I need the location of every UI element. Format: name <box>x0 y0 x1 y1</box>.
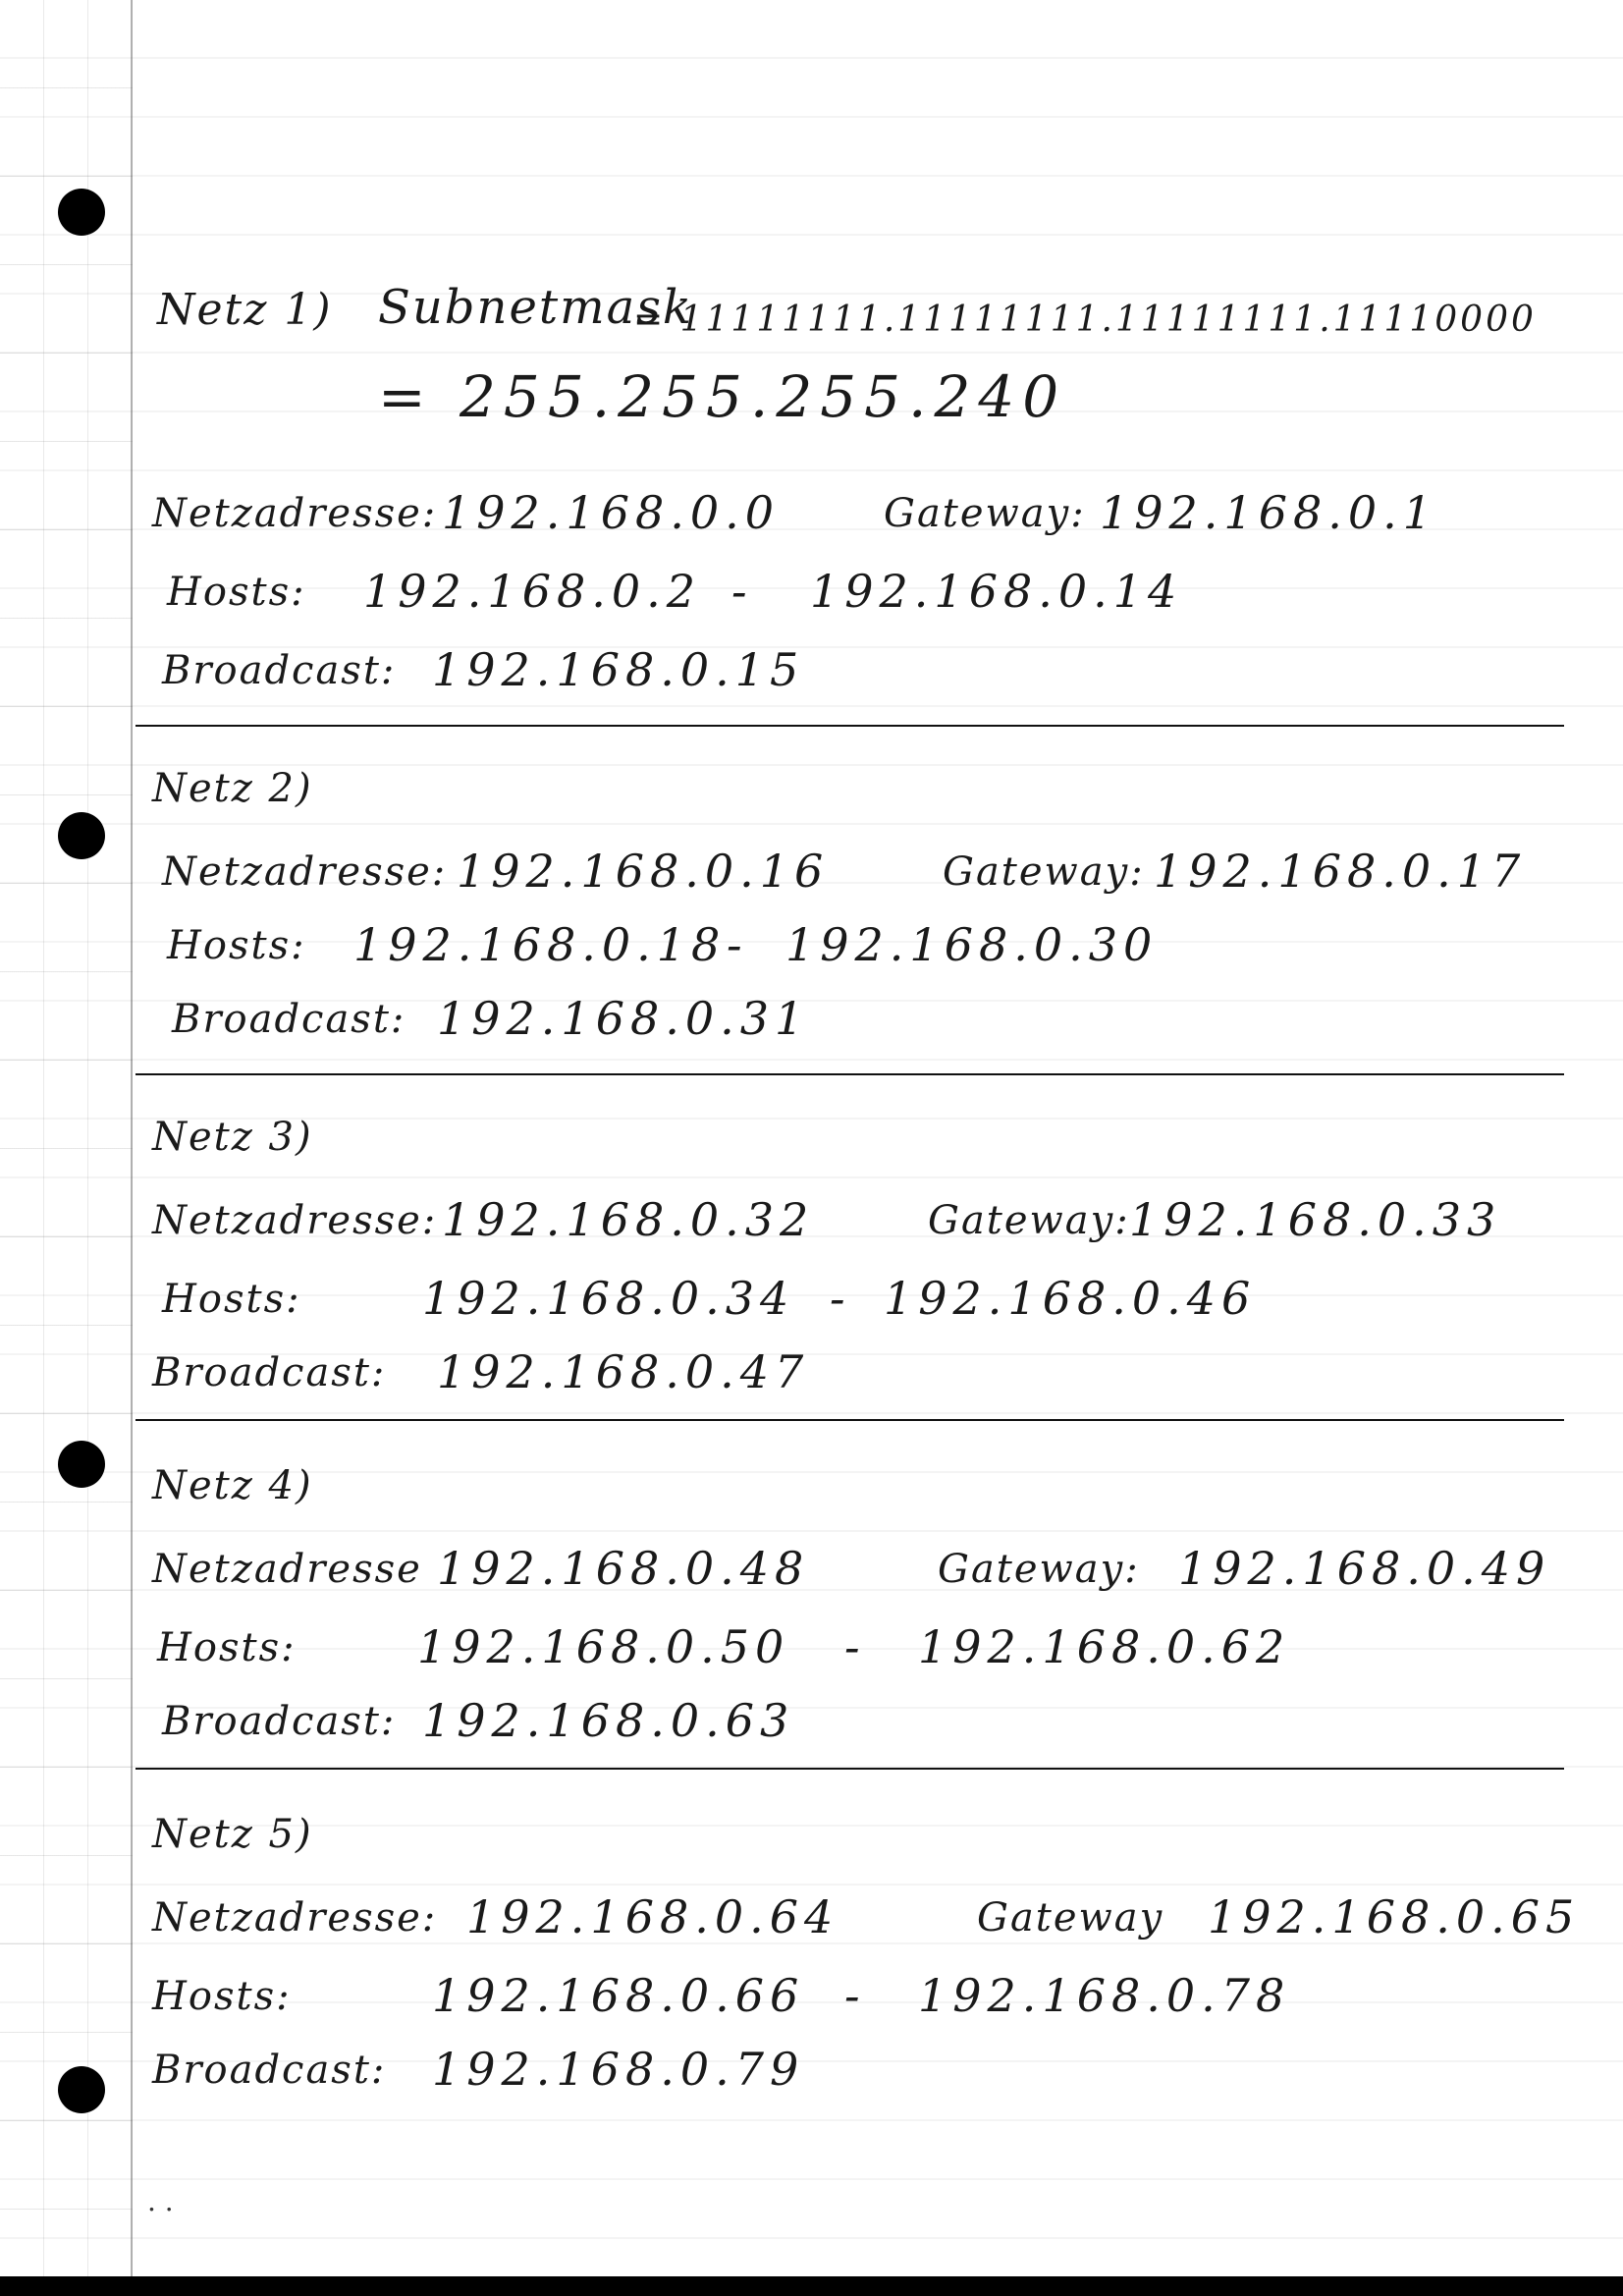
gateway-value: 192.168.0.17 <box>1154 845 1527 898</box>
broadcast-label: Broadcast: <box>172 997 406 1042</box>
net1-title: Netz 1) <box>157 285 333 335</box>
broadcast-label: Broadcast: <box>162 1699 397 1744</box>
hosts-end: 192.168.0.46 <box>884 1272 1257 1325</box>
netzadresse-value: 192.168.0.16 <box>457 845 830 898</box>
hosts-separator: - <box>727 918 748 971</box>
hosts-end: 192.168.0.62 <box>918 1620 1291 1673</box>
gateway-label: Gateway <box>977 1895 1164 1941</box>
punch-hole <box>58 1441 105 1488</box>
hosts-separator: - <box>731 565 753 618</box>
netzadresse-label: Netzadresse: <box>162 849 448 895</box>
netzadresse-value: 192.168.0.32 <box>442 1193 815 1246</box>
hosts-label: Hosts: <box>167 923 306 968</box>
gateway-value: 192.168.0.1 <box>1100 486 1437 539</box>
hosts-separator: - <box>830 1272 851 1325</box>
hosts-label: Hosts: <box>162 1277 301 1322</box>
netzadresse-label: Netzadresse: <box>152 491 438 536</box>
margin-grid <box>0 0 133 2276</box>
subnetmask-label: Subnetmask <box>378 280 693 335</box>
network-title: Netz 4) <box>152 1463 313 1508</box>
broadcast-value: 192.168.0.47 <box>437 1345 810 1398</box>
hosts-start: 192.168.0.2 <box>363 565 701 618</box>
netzadresse-label: Netzadresse: <box>152 1198 438 1243</box>
gateway-value: 192.168.0.49 <box>1178 1542 1551 1595</box>
section-divider <box>135 1768 1564 1770</box>
broadcast-value: 192.168.0.79 <box>432 2043 805 2096</box>
hosts-label: Hosts: <box>167 570 306 615</box>
section-divider <box>135 725 1564 727</box>
hosts-separator: - <box>844 1969 866 2022</box>
hosts-end: 192.168.0.78 <box>918 1969 1291 2022</box>
gateway-value: 192.168.0.65 <box>1208 1890 1581 1943</box>
hosts-start: 192.168.0.34 <box>422 1272 795 1325</box>
netzadresse-value: 192.168.0.64 <box>466 1890 839 1943</box>
netzadresse-value: 192.168.0.48 <box>437 1542 810 1595</box>
network-title: Netz 2) <box>152 766 313 811</box>
punch-hole <box>58 2066 105 2113</box>
hosts-end: 192.168.0.14 <box>810 565 1183 618</box>
subnetmask-decimal: = 255.255.255.240 <box>378 363 1067 430</box>
hosts-end: 192.168.0.30 <box>785 918 1159 971</box>
hosts-label: Hosts: <box>157 1625 297 1670</box>
subnetmask-binary: = 11111111.11111111.11111111.11110000 <box>633 300 1537 340</box>
netzadresse-label: Netzadresse: <box>152 1895 438 1941</box>
gateway-value: 192.168.0.33 <box>1129 1193 1502 1246</box>
punch-hole <box>58 189 105 236</box>
gateway-label: Gateway: <box>943 849 1145 895</box>
margin-line <box>131 0 133 2276</box>
trailing-marks: . . <box>147 2185 174 2217</box>
gateway-label: Gateway: <box>928 1198 1130 1243</box>
gateway-label: Gateway: <box>884 491 1086 536</box>
hosts-start: 192.168.0.66 <box>432 1969 805 2022</box>
hosts-separator: - <box>844 1620 866 1673</box>
broadcast-label: Broadcast: <box>162 648 397 693</box>
netzadresse-label: Netzadresse <box>152 1547 422 1592</box>
scan-bottom-edge <box>0 2276 1623 2296</box>
broadcast-value: 192.168.0.15 <box>432 643 805 696</box>
hosts-start: 192.168.0.50 <box>417 1620 790 1673</box>
network-title: Netz 5) <box>152 1812 313 1857</box>
punch-hole <box>58 812 105 859</box>
section-divider <box>135 1073 1564 1075</box>
broadcast-value: 192.168.0.63 <box>422 1694 795 1747</box>
hosts-start: 192.168.0.18 <box>353 918 727 971</box>
section-divider <box>135 1419 1564 1421</box>
broadcast-label: Broadcast: <box>152 1350 387 1395</box>
broadcast-value: 192.168.0.31 <box>437 992 810 1045</box>
gateway-label: Gateway: <box>938 1547 1140 1592</box>
netzadresse-value: 192.168.0.0 <box>442 486 780 539</box>
network-title: Netz 3) <box>152 1115 313 1160</box>
broadcast-label: Broadcast: <box>152 2048 387 2093</box>
hosts-label: Hosts: <box>152 1974 292 2019</box>
